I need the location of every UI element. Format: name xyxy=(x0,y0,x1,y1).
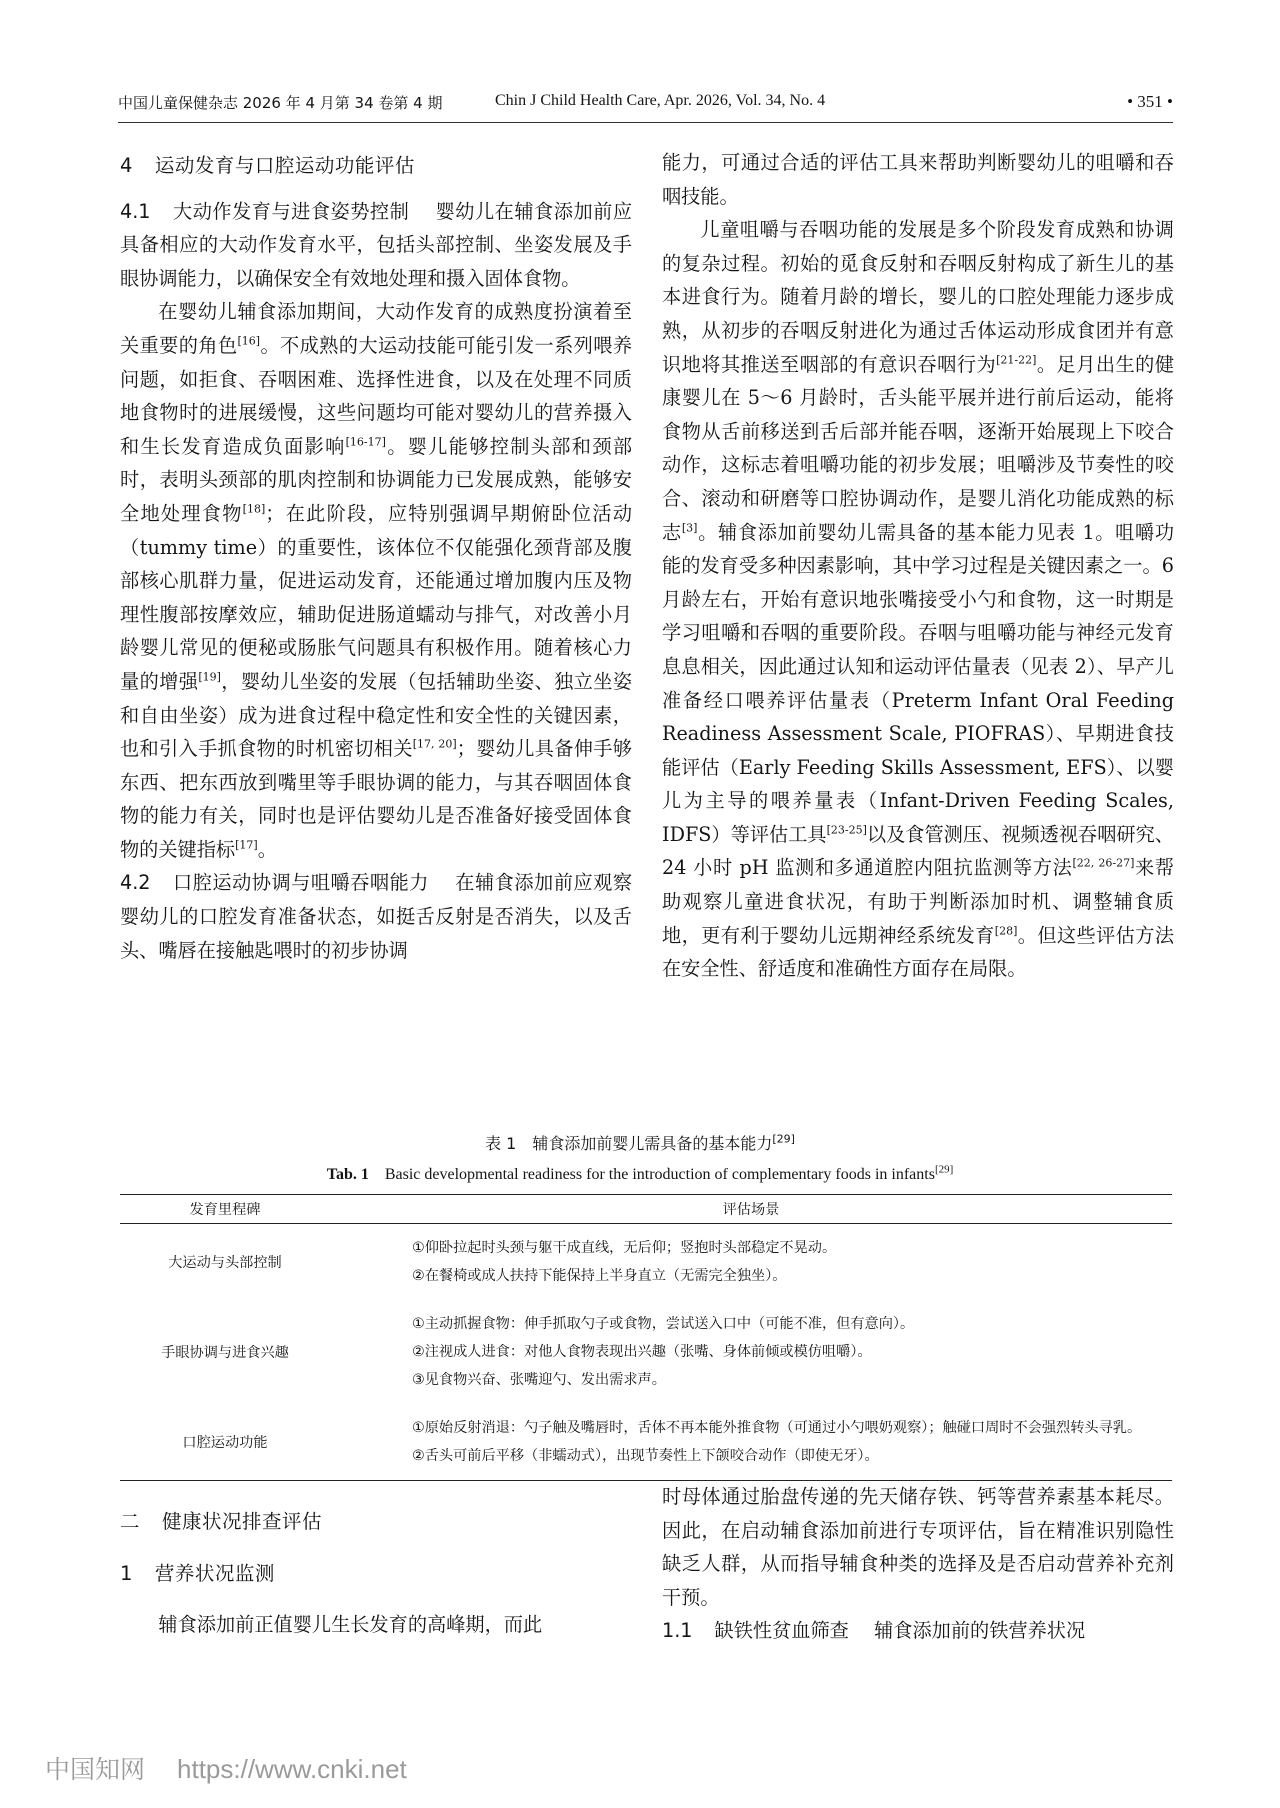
table-row xyxy=(120,1224,1172,1301)
subsection-1-1: 1.1 缺铁性贫血筛查 辅食添加前的铁营养状况 xyxy=(662,1619,1086,1643)
scenario-item: ③见食物兴奋、张嘴迎勺、发出需求声。 xyxy=(412,1372,666,1388)
page-number: • 351 • xyxy=(1127,92,1173,111)
citation: [16] xyxy=(237,334,261,348)
citation: [22, 26-27] xyxy=(1072,857,1135,871)
milestone-cell: 口腔运动功能 xyxy=(120,1404,330,1481)
citation: [17] xyxy=(235,838,258,852)
citation: [16-17] xyxy=(345,435,386,449)
readiness-table xyxy=(120,1194,1172,1481)
scenario-item: ②注视成人进食：对他人食物表现出兴趣（张嘴、身体前倾或模仿咀嚼）。 xyxy=(412,1344,872,1360)
citation: [17, 20] xyxy=(412,737,457,751)
citation: [23-25] xyxy=(826,823,867,837)
citation: [28] xyxy=(994,924,1018,938)
bottom-left-column xyxy=(120,1502,632,1642)
paragraph-nutrition: 辅食添加前正值婴儿生长发育的高峰期，而此 xyxy=(158,1613,543,1637)
scenario-item: ①主动抓握食物：伸手抓取勺子或食物，尝试送入口中（可能不准，但有意向）。 xyxy=(412,1316,915,1332)
subsection-heading-1: 1 营养状况监测 xyxy=(120,1561,275,1585)
table-header-milestone: 发育里程碑 xyxy=(120,1195,330,1224)
milestone-cell: 大运动与头部控制 xyxy=(168,1255,282,1271)
section-heading-4: 4 运动发育与口腔运动功能评估 xyxy=(120,154,415,177)
paragraph-chewing-swallowing: 儿童咀嚼与吞咽功能的发展是多个阶段发育成熟和协调的复杂过程。初始的觅食反射和吞咽反射构成了新生儿的基本进食行为。随着月龄的增长，婴儿的口腔处理能力逐步成熟，从初步的吞咽反射进化为通过舌体运动形成食团并有意识地将其推送至咽部的有意识吞咽行为[21-22]。足月出生的健康婴儿在 5～6 月龄时，舌头能平展并进行前后运动，能将食物从舌前移送到舌后部并能吞咽，逐渐开始展现上下咬合动作，这标志着咀嚼功能的初步发展；咀嚼涉及节奏性的咬合、滚动和研磨等口腔协调动作，是婴儿消化功能成熟的标志[3]。辅食添加前婴幼儿需具备的基本能力见表 1。咀嚼功能的发育受多种因素影响，其中学习过程是关键因素之一。6 月龄左右，开始有意识地张嘴接受小勺和食物，这一时期是学习咀嚼和吞咽的重要阶段。吞咽与咀嚼功能与神经元发育息息相关，因此通过认知和运动评估量表（见表 2）、早产儿准备经口喂养评估量表（Preterm Infant Oral Feeding Readiness Assessment Scale, PIOFRAS）、早期进食技能评估（Early Feeding Skills Assessment, EFS）、以婴儿为主导的喂养量表（Infant-Driven Feeding Scales, IDFS）等评估工具[23-25]以及食管测压、视频透视吞咽研究、24 小时 pH 监测和多通道腔内阻抗监测等方法[22, 26-27]来帮助观察儿童进食状况，有助于判断添加时机、调整辅食质地，更有利于婴幼儿远期神经系统发育[28]。但这些评估方法在安全性、舒适度和准确性方面存在局限。 xyxy=(662,218,1175,981)
milestone-cell: 手眼协调与进食兴趣 xyxy=(161,1345,289,1361)
citation: [18] xyxy=(242,502,266,516)
left-column xyxy=(120,146,632,967)
paragraph-gross-motor: 在婴幼儿辅食添加期间，大动作发育的成熟度扮演着至关重要的角色[16]。不成熟的大运动技能可能引发一系列喂养问题，如拒食、吞咽困难、选择性进食，以及在处理不同质地食物时的进展缓慢，这些问题均可能对婴幼儿的营养摄入和生长发育造成负面影响[16-17]。婴儿能够控制头部和颈部时，表明头颈部的肌肉控制和协调能力已发展成熟，能够安全地处理食物[18]；在此阶段，应特别强调早期俯卧位活动（tummy time）的重要性，该体位不仅能强化颈背部及腹部核心肌群力量，促进运动发育，还能通过增加腹内压及物理性腹部按摩效应，辅助促进肠道蠕动与排气，对改善小月龄婴儿常见的便秘或肠胀气问题具有积极作用。随着核心力量的增强[19]，婴幼儿坐姿的发展（包括辅助坐姿、独立坐姿和自由坐姿）成为进食过程中稳定性和安全性的关键因素，也和引入手抓食物的时机密切相关[17, 20]；婴幼儿具备伸手够东西、把东西放到嘴里等手眼协调的能力，与其吞咽固体食物的能力有关，同时也是评估婴幼儿是否准备好接受固体食物的关键指标[17]。 xyxy=(120,300,633,861)
scenario-item: ①仰卧拉起时头颈与躯干成直线，无后仰；竖抱时头部稳定不晃动。 xyxy=(412,1240,837,1256)
running-header xyxy=(118,88,1173,123)
bottom-right-column xyxy=(662,1480,1174,1648)
paragraph-nutrition-continued: 时母体通过胎盘传递的先天储存铁、钙等营养素基本耗尽。因此，在启动辅食添加前进行专项评估，旨在精准识别隐性缺乏人群，从而指导辅食种类的选择及是否启动营养补充剂干预。 xyxy=(662,1485,1174,1609)
citation: [21-22] xyxy=(996,353,1037,367)
paragraph-continued: 能力，可通过合适的评估工具来帮助判断婴幼儿的咀嚼和吞咽技能。 xyxy=(662,151,1174,208)
journal-name-cn: 中国儿童保健杂志 2026 年 4 月第 34 卷第 4 期 xyxy=(118,94,443,112)
watermark xyxy=(45,1750,407,1786)
table-header-scenario: 评估场景 xyxy=(330,1195,1172,1224)
table-row xyxy=(120,1300,1172,1404)
table-caption-en: Tab. 1 Basic developmental readiness for the introduction of complementary foods in infants[29] xyxy=(326,1163,954,1183)
scenario-item: ②舌头可前后平移（非蠕动式），出现节奏性上下颌咬合动作（即使无牙）。 xyxy=(412,1448,879,1464)
subsection-4-2: 4.2 口腔运动协调与咀嚼吞咽能力 在辅食添加前应观察婴幼儿的口腔发育准备状态，如挺舌反射是否消失，以及舌头、嘴唇在接触匙喂时的初步协调 xyxy=(120,871,633,962)
journal-name-en: Chin J Child Health Care, Apr. 2026, Vol. 34, No. 4 xyxy=(495,92,826,109)
watermark-brand: 中国知网 xyxy=(45,1755,146,1784)
citation: [3] xyxy=(681,521,698,535)
scenario-item: ②在餐椅或成人扶持下能保持上半身直立（无需完全独坐）。 xyxy=(412,1268,787,1284)
citation: [19] xyxy=(198,670,221,684)
subsection-4-1: 4.1 大动作发育与进食姿势控制 婴幼儿在辅食添加前应具备相应的大动作发育水平，包括头部控制、坐姿发展及手眼协调能力，以确保安全有效地处理和摄入固体食物。 xyxy=(120,199,633,290)
right-column xyxy=(662,146,1174,986)
section-heading-2: 二 健康状况排查评估 xyxy=(120,1510,323,1533)
table-caption-cn: 表 1 辅食添加前婴儿需具备的基本能力[29] xyxy=(485,1132,795,1153)
scenario-item: ①原始反射消退：勺子触及嘴唇时，舌体不再本能外推食物（可通过小勺喂奶观察）；触碰口周时不会强烈转头寻乳。 xyxy=(412,1420,1142,1436)
watermark-url: https://www.cnki.net xyxy=(177,1754,407,1784)
table-row xyxy=(120,1404,1172,1481)
